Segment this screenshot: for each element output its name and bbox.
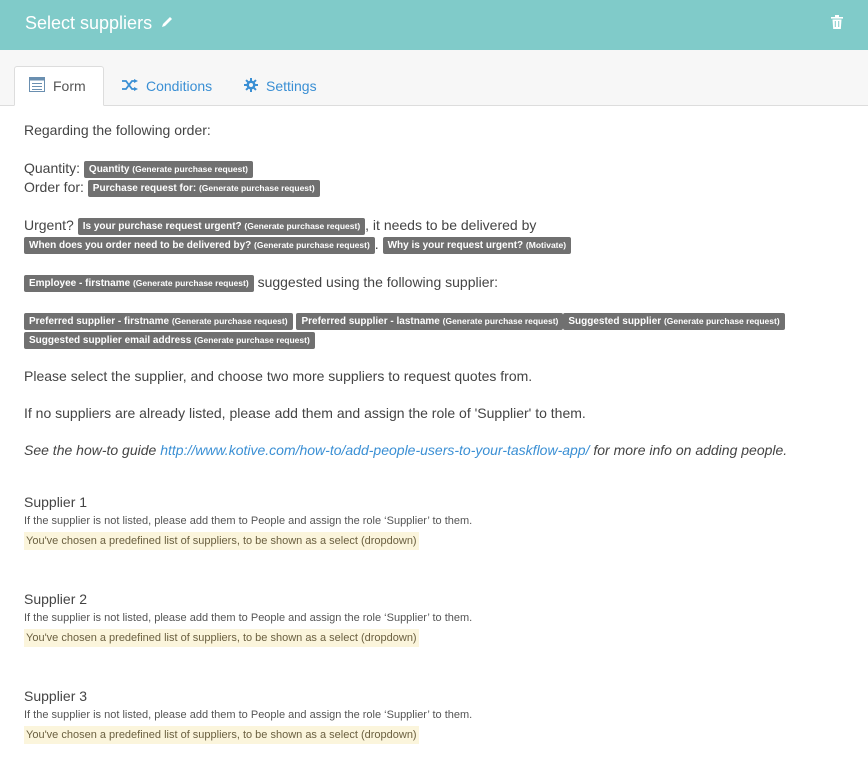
instruction-select: Please select the supplier, and choose two more suppliers to request quotes from. bbox=[24, 368, 533, 384]
order-for-line bbox=[24, 178, 854, 197]
field-label: Supplier 3 bbox=[24, 688, 88, 704]
tab-settings[interactable] bbox=[230, 66, 331, 106]
tab-settings-label: Settings bbox=[266, 78, 317, 94]
tab-form-label: Form bbox=[53, 78, 86, 94]
delivery-line bbox=[24, 235, 854, 254]
trash-icon[interactable] bbox=[831, 15, 843, 34]
employee-after-text: suggested using the following supplier: bbox=[257, 274, 499, 290]
quantity-badge: Quantity (Generate purchase request) bbox=[84, 161, 253, 178]
delivery-separator: . bbox=[374, 236, 379, 252]
guide-link[interactable]: http://www.kotive.com/how-to/add-people-users-to-your-taskflow-app/ bbox=[160, 442, 590, 458]
guide-text bbox=[24, 441, 854, 460]
order-for-label: Order for: bbox=[24, 179, 84, 195]
guide-suffix: for more info on adding people. bbox=[593, 442, 788, 458]
field-note: You've chosen a predefined list of suppliers, to be shown as a select (dropdown) bbox=[24, 532, 419, 550]
delivered-badge: When does you order need to be delivered by? (Generate purchase request) bbox=[24, 237, 375, 254]
guide-prefix: See the how-to guide bbox=[24, 442, 157, 458]
urgent-badge: Is your purchase request urgent? (Generate purchase request) bbox=[78, 218, 365, 235]
why-urgent-badge: Why is your request urgent? (Motivate) bbox=[383, 237, 572, 254]
suggested-email-badge: Suggested supplier email address (Generate purchase request) bbox=[24, 332, 315, 349]
form-icon bbox=[29, 77, 53, 95]
pencil-icon[interactable] bbox=[160, 15, 174, 34]
field-supplier-3 bbox=[24, 687, 854, 744]
gear-icon bbox=[244, 78, 266, 95]
supplier-badges bbox=[24, 311, 854, 349]
tab-form[interactable] bbox=[14, 66, 104, 106]
field-help-text: If the supplier is not listed, please add them to People and assign the role ‘Supplier’ to them. bbox=[24, 612, 473, 624]
page-header bbox=[0, 0, 868, 50]
page-title: Select suppliers bbox=[25, 13, 153, 33]
field-note: You've chosen a predefined list of suppliers, to be shown as a select (dropdown) bbox=[24, 726, 419, 744]
field-supplier-2 bbox=[24, 590, 854, 647]
tab-bar bbox=[0, 50, 868, 106]
field-note: You've chosen a predefined list of suppliers, to be shown as a select (dropdown) bbox=[24, 629, 419, 647]
preferred-lastname-badge: Preferred supplier - lastname (Generate purchase request) bbox=[296, 313, 563, 330]
shuffle-icon bbox=[122, 78, 146, 94]
order-for-badge: Purchase request for: (Generate purchase request) bbox=[88, 180, 320, 197]
field-label: Supplier 1 bbox=[24, 494, 88, 510]
employee-badge: Employee - firstname (Generate purchase request) bbox=[24, 275, 254, 292]
quantity-label: Quantity: bbox=[24, 160, 81, 176]
urgent-line bbox=[24, 216, 854, 235]
field-label: Supplier 2 bbox=[24, 591, 88, 607]
preferred-firstname-badge: Preferred supplier - firstname (Generate purchase request) bbox=[24, 313, 293, 330]
field-help-text: If the supplier is not listed, please add them to People and assign the role ‘Supplier’ to them. bbox=[24, 515, 473, 527]
field-supplier-1 bbox=[24, 493, 854, 550]
intro-text: Regarding the following order: bbox=[24, 122, 211, 138]
employee-line bbox=[24, 273, 854, 292]
urgent-after-text: , it needs to be delivered by bbox=[365, 217, 537, 233]
instruction-add: If no suppliers are already listed, please add them and assign the role of 'Supplier' to them. bbox=[24, 405, 586, 421]
quantity-line bbox=[24, 159, 854, 178]
field-help-text: If the supplier is not listed, please add them to People and assign the role ‘Supplier’ to them. bbox=[24, 709, 473, 721]
form-content bbox=[24, 105, 854, 744]
suggested-supplier-badge: Suggested supplier (Generate purchase request) bbox=[563, 313, 784, 330]
tab-conditions[interactable] bbox=[108, 66, 226, 106]
urgent-label: Urgent? bbox=[24, 217, 74, 233]
tab-conditions-label: Conditions bbox=[146, 78, 213, 94]
